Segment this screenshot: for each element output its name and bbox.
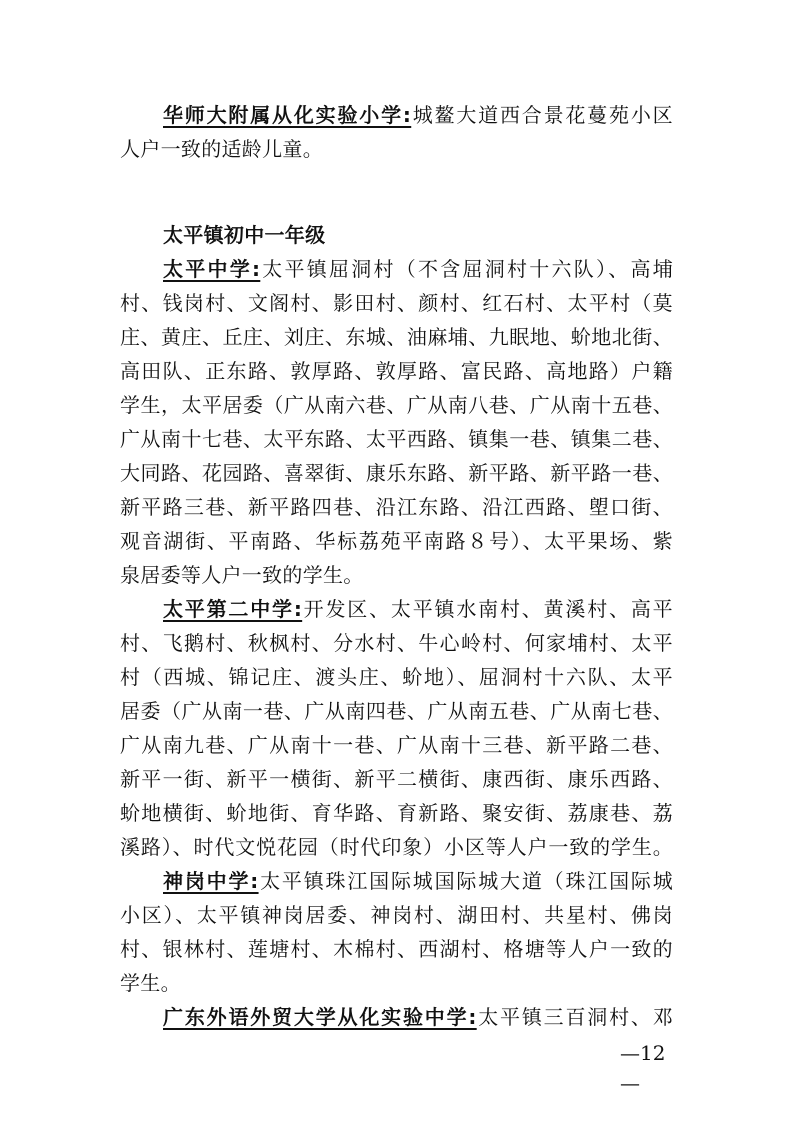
- page-number: —12—: [620, 1041, 666, 1095]
- paragraph-taiping-line-1: [163, 252, 673, 286]
- text-segment: 城鳌大道西合景花蔓苑小区: [411, 103, 673, 127]
- school-name-shengang: 神岗中学:: [163, 869, 259, 893]
- paragraph-shengang-line-2: 小区）、太平镇神岗居委、神岗村、湖田村、共星村、佛岗: [120, 903, 673, 927]
- text-segment: 太平镇屈洞村（不含屈洞村十六队）、高埔: [260, 257, 674, 281]
- paragraph-taiping-line-5: 学生，太平居委（广从南六巷、广从南八巷、广从南十五巷、: [120, 393, 673, 417]
- school-name-huashi: 华师大附属从化实验小学:: [163, 103, 412, 127]
- paragraph-taiping-line-6: 广从南十七巷、太平东路、太平西路、镇集一巷、镇集二巷、: [120, 427, 673, 451]
- paragraph-shengang-line-3: 村、银林村、莲塘村、木棉村、西湖村、格塘等人户一致的: [120, 937, 673, 961]
- paragraph-taiping-dier-line-3: 村（西城、锦记庄、渡头庄、蚧地）、屈洞村十六队、太平: [120, 665, 673, 689]
- text-segment: 太平镇三百洞村、邓: [476, 1005, 674, 1029]
- paragraph-taiping-dier-line-8: 溪路）、时代文悦花园（时代印象）小区等人户一致的学生。: [120, 835, 673, 859]
- paragraph-taiping-dier-line-1: [163, 592, 673, 626]
- paragraph-huashi-line-2: 人户一致的适龄儿童。: [120, 137, 323, 161]
- paragraph-taiping-line-10: 泉居委等人户一致的学生。: [120, 563, 364, 587]
- paragraph-taiping-dier-line-2: 村、飞鹅村、秋枫村、分水村、牛心岭村、何家埔村、太平: [120, 631, 673, 655]
- paragraph-taiping-line-4: 高田队、正东路、敦厚路、敦厚路、富民路、高地路）户籍: [120, 359, 673, 383]
- paragraph-taiping-line-7: 大同路、花园路、喜翠街、康乐东路、新平路、新平路一巷、: [120, 461, 673, 485]
- paragraph-taiping-dier-line-4: 居委（广从南一巷、广从南四巷、广从南五巷、广从南七巷、: [120, 699, 673, 723]
- paragraph-shengang-line-4: 学生。: [120, 971, 181, 995]
- paragraph-huashi-line-1: [163, 98, 673, 132]
- paragraph-taiping-dier-line-6: 新平一街、新平一横街、新平二横街、康西街、康乐西路、: [120, 767, 673, 791]
- paragraph-taiping-line-3: 庄、黄庄、丘庄、刘庄、东城、油麻埔、九眠地、蚧地北街、: [120, 325, 673, 349]
- paragraph-shengang-line-1: [163, 864, 673, 898]
- paragraph-taiping-line-2: 村、钱岗村、文阁村、影田村、颜村、红石村、太平村（莫: [120, 291, 673, 315]
- paragraph-taiping-dier-line-7: 蚧地横街、蚧地街、育华路、育新路、聚安街、荔康巷、荔: [120, 801, 673, 825]
- school-name-guangwai: 广东外语外贸大学从化实验中学:: [163, 1005, 477, 1029]
- paragraph-taiping-line-8: 新平路三巷、新平路四巷、沿江东路、沿江西路、塱口街、: [120, 495, 673, 519]
- school-name-taiping: 太平中学:: [163, 257, 261, 281]
- section-heading: 太平镇初中一年级: [163, 223, 326, 247]
- text-segment: 太平镇珠江国际城国际城大道（珠江国际城: [258, 869, 674, 893]
- school-name-taiping-dier: 太平第二中学:: [163, 597, 303, 621]
- paragraph-taiping-dier-line-5: 广从南九巷、广从南十一巷、广从南十三巷、新平路二巷、: [120, 733, 673, 757]
- paragraph-taiping-line-9: 观音湖街、平南路、华标荔苑平南路８号）、太平果场、紫: [120, 529, 673, 553]
- text-segment: 开发区、太平镇水南村、黄溪村、高平: [302, 597, 673, 621]
- paragraph-guangwai-line-1: [163, 1000, 673, 1034]
